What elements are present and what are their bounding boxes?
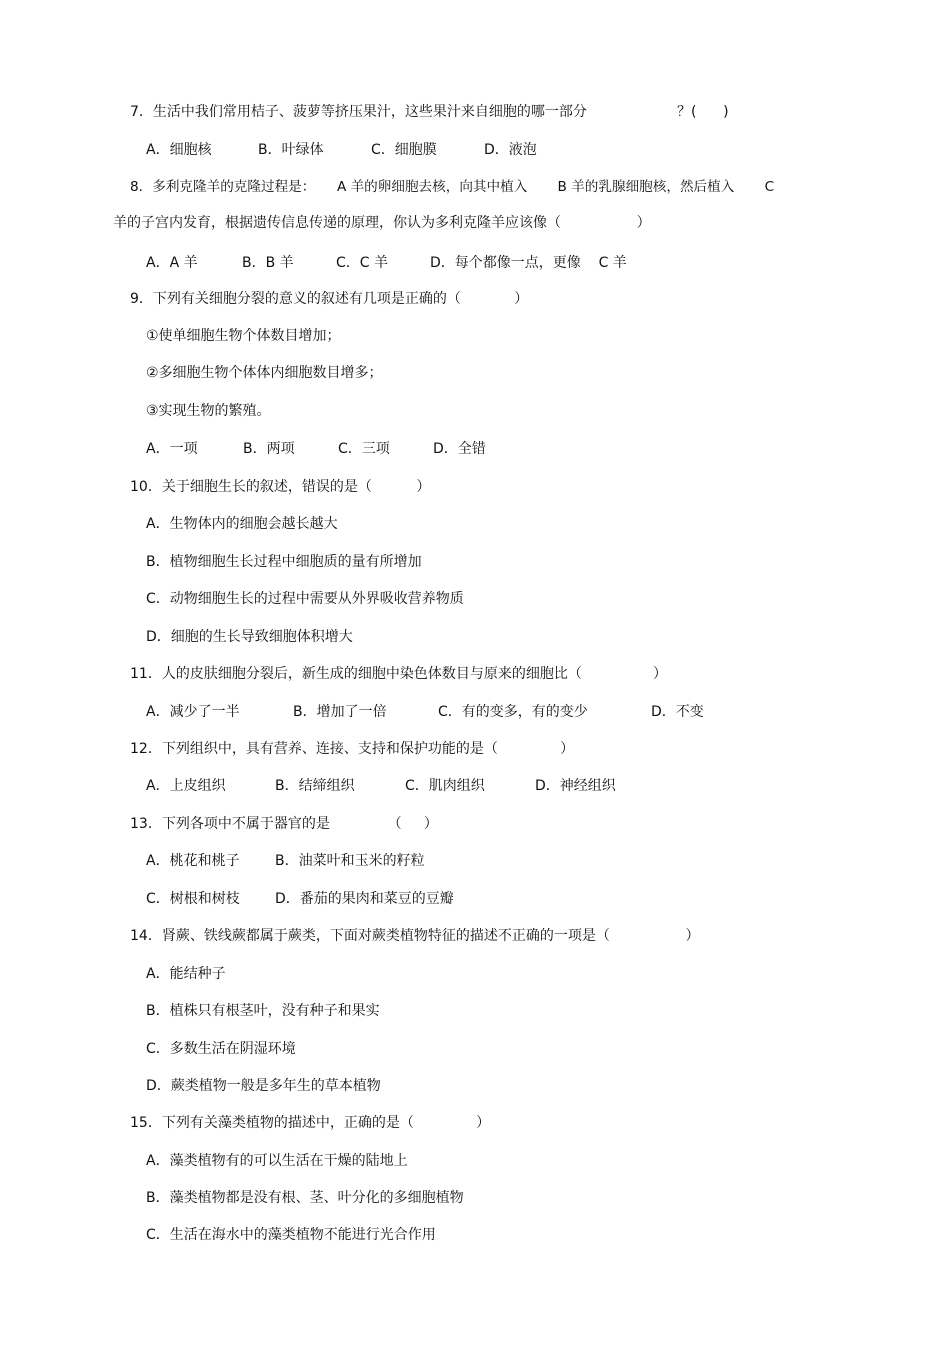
q9-option-c: C．三项 (338, 441, 390, 457)
q11-option-b: B．增加了一倍 (293, 704, 387, 720)
q9-option-d: D．全错 (433, 441, 486, 457)
q14-option-a: A．能结种子 (146, 966, 226, 982)
q7-answer-blank: ？( ) (677, 104, 729, 120)
q8-stem-line1: 8．多利克隆羊的克隆过程是： A 羊的卵细胞去核，向其中植入 B 羊的乳腺细胞核，然后植入 C (130, 179, 775, 195)
q13-options-row2 (0, 889, 950, 909)
q10-stem: 10．关于细胞生长的叙述，错误的是（ ） (130, 479, 431, 495)
q14-option-d: D．蕨类植物一般是多年生的草本植物 (146, 1078, 381, 1094)
q8-stem-line2: 羊的子宫内发育，根据遗传信息传递的原理，你认为多利克隆羊应该像（ ） (113, 215, 651, 231)
q8-option-b: B．B 羊 (242, 255, 294, 271)
q7-stem: 7．生活中我们常用桔子、菠萝等挤压果汁，这些果汁来自细胞的哪一部分 (130, 104, 587, 120)
q11-stem: 11．人的皮肤细胞分裂后，新生成的细胞中染色体数目与原来的细胞比（ ） (130, 666, 668, 682)
q12-option-d: D．神经组织 (535, 778, 616, 794)
q9-statement-1: ①使单细胞生物个体数目增加； (146, 328, 341, 344)
q7-option-c: C．细胞膜 (371, 142, 437, 158)
q10-option-a: A．生物体内的细胞会越长越大 (146, 516, 338, 532)
q11-option-a: A．减少了一半 (146, 704, 240, 720)
q8-option-c: C．C 羊 (336, 255, 389, 271)
q9-statement-2: ②多细胞生物个体体内细胞数目增多； (146, 365, 383, 381)
q9-statement-3: ③实现生物的繁殖。 (146, 403, 271, 419)
q11-options (0, 702, 950, 722)
q15-option-a: A．藻类植物有的可以生活在干燥的陆地上 (146, 1153, 408, 1169)
q12-option-b: B．结缔组织 (275, 778, 355, 794)
q12-option-a: A．上皮组织 (146, 778, 226, 794)
q14-option-b: B．植株只有根茎叶，没有种子和果实 (146, 1003, 380, 1019)
q12-stem: 12．下列组织中，具有营养、连接、支持和保护功能的是（ ） (130, 741, 575, 757)
q10-option-b: B．植物细胞生长过程中细胞质的量有所增加 (146, 554, 422, 570)
q15-option-b: B．藻类植物都是没有根、茎、叶分化的多细胞植物 (146, 1190, 464, 1206)
q7-option-d: D．液泡 (484, 142, 537, 158)
q9-option-a: A．一项 (146, 441, 198, 457)
q7-option-a: A．细胞核 (146, 142, 212, 158)
q13-option-c: C．树根和树枝 (146, 891, 240, 907)
q15-option-c: C．生活在海水中的藻类植物不能进行光合作用 (146, 1227, 436, 1243)
q13-option-b: B．油菜叶和玉米的籽粒 (275, 853, 425, 869)
q15-stem: 15．下列有关藻类植物的描述中，正确的是（ ） (130, 1115, 491, 1131)
q7-options (0, 140, 950, 160)
q11-option-d: D．不变 (651, 704, 704, 720)
q13-option-a: A．桃花和桃子 (146, 853, 240, 869)
q14-stem: 14．肾蕨、铁线蕨都属于蕨类，下面对蕨类植物特征的描述不正确的一项是（ ） (130, 928, 700, 944)
q14-option-c: C．多数生活在阴湿环境 (146, 1041, 296, 1057)
q13-stem: 13．下列各项中不属于器官的是 （ ） (130, 816, 438, 832)
q12-options (0, 776, 950, 796)
q9-options (0, 439, 950, 459)
q8-options (0, 253, 950, 273)
q11-option-c: C．有的变多，有的变少 (438, 704, 588, 720)
q8-option-a: A．A 羊 (146, 255, 198, 271)
q9-stem: 9．下列有关细胞分裂的意义的叙述有几项是正确的（ ） (130, 291, 529, 307)
q12-option-c: C．肌肉组织 (405, 778, 485, 794)
q13-options-row1 (0, 851, 950, 871)
q7-option-b: B．叶绿体 (258, 142, 324, 158)
q10-option-d: D．细胞的生长导致细胞体积增大 (146, 629, 353, 645)
q8-option-d: D．每个都像一点，更像 C 羊 (430, 255, 627, 271)
q9-option-b: B．两项 (243, 441, 295, 457)
q10-option-c: C．动物细胞生长的过程中需要从外界吸收营养物质 (146, 591, 464, 607)
q13-option-d: D．番茄的果肉和菜豆的豆瓣 (275, 891, 454, 907)
